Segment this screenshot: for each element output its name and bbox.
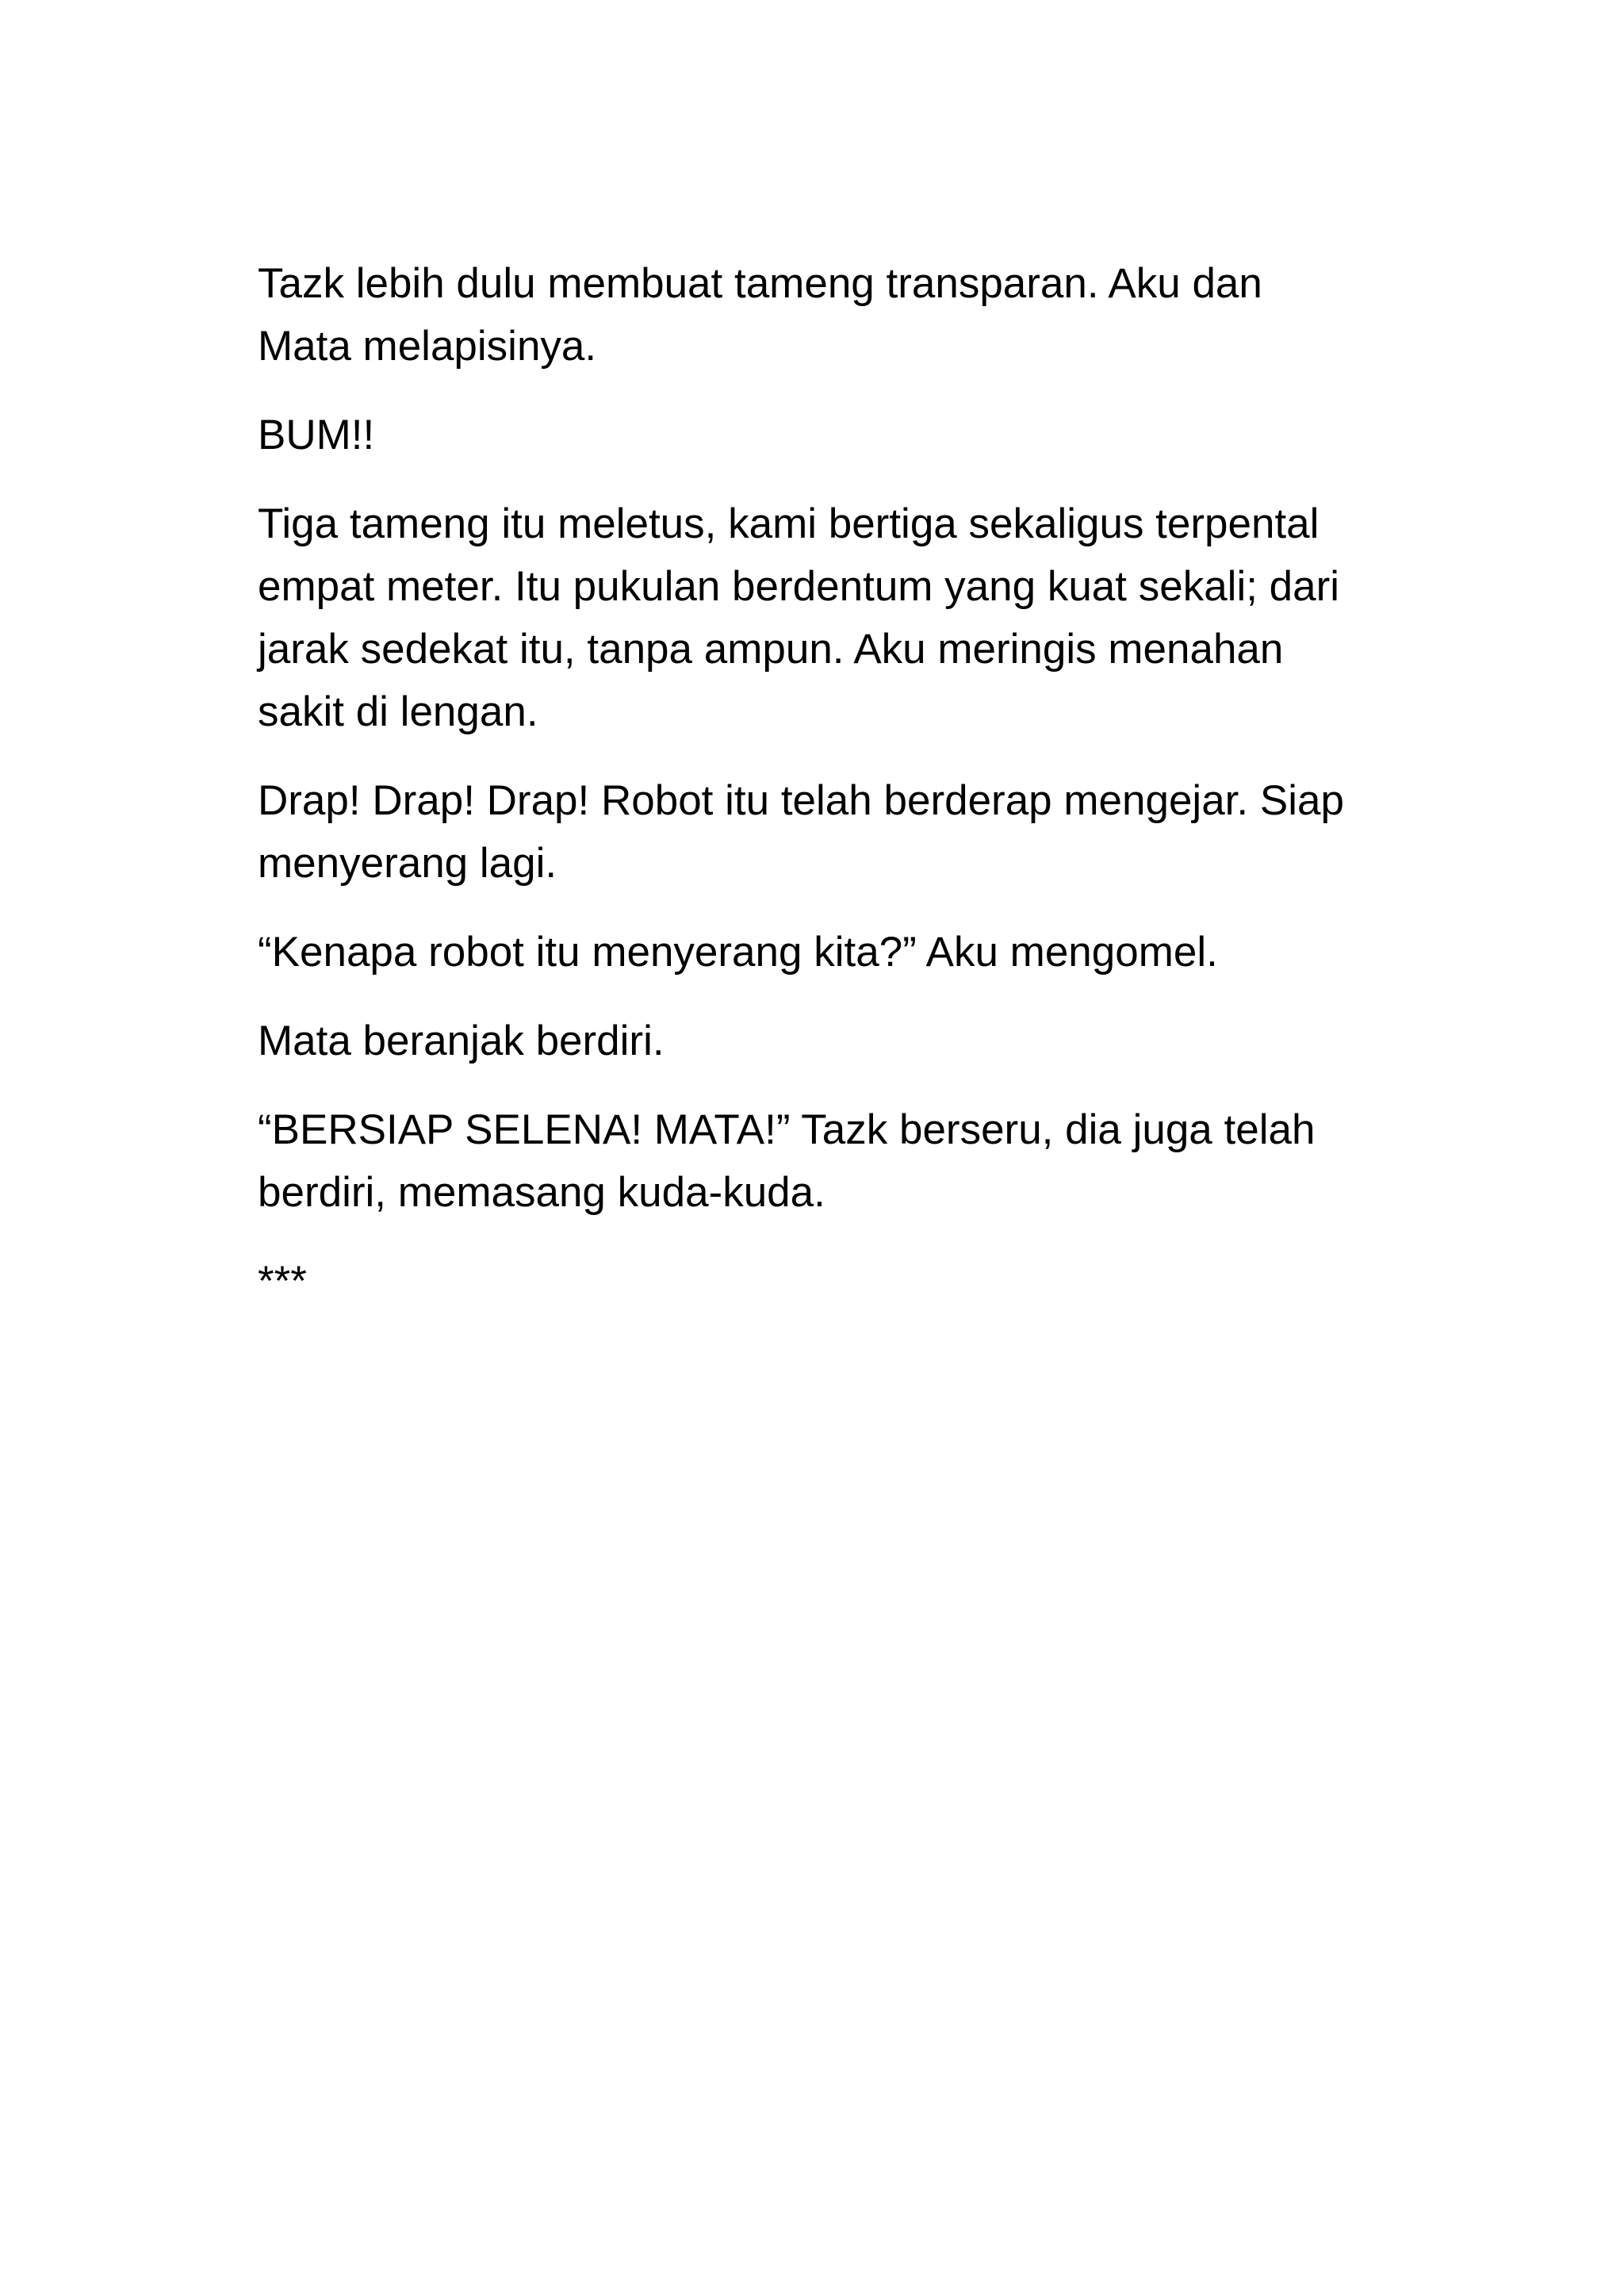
paragraph: “Kenapa robot itu menyerang kita?” Aku mengomel. (258, 929, 1218, 976)
paragraph: Tazk lebih dulu membuat tameng transparan. Aku dan Mata melapisinya. (258, 260, 1262, 370)
paragraph: Mata beranjak berdiri. (258, 1018, 665, 1064)
paragraph: BUM!! (258, 412, 375, 458)
scene-break: *** (258, 1258, 307, 1305)
story-text (258, 252, 1384, 1339)
paragraph: Drap! Drap! Drap! Robot itu telah berderap mengejar. Siap menyerang lagi. (258, 777, 1344, 887)
paragraph: Tiga tameng itu meletus, kami bertiga sekaligus terpental empat meter. Itu pukulan berdentum yang kuat sekali; dari jarak sedekat itu, tanpa ampun. Aku meringis menahan sakit di lengan. (258, 500, 1340, 735)
paragraph: “BERSIAP SELENA! MATA!” Tazk berseru, dia juga telah berdiri, memasang kuda-kuda. (258, 1106, 1316, 1216)
